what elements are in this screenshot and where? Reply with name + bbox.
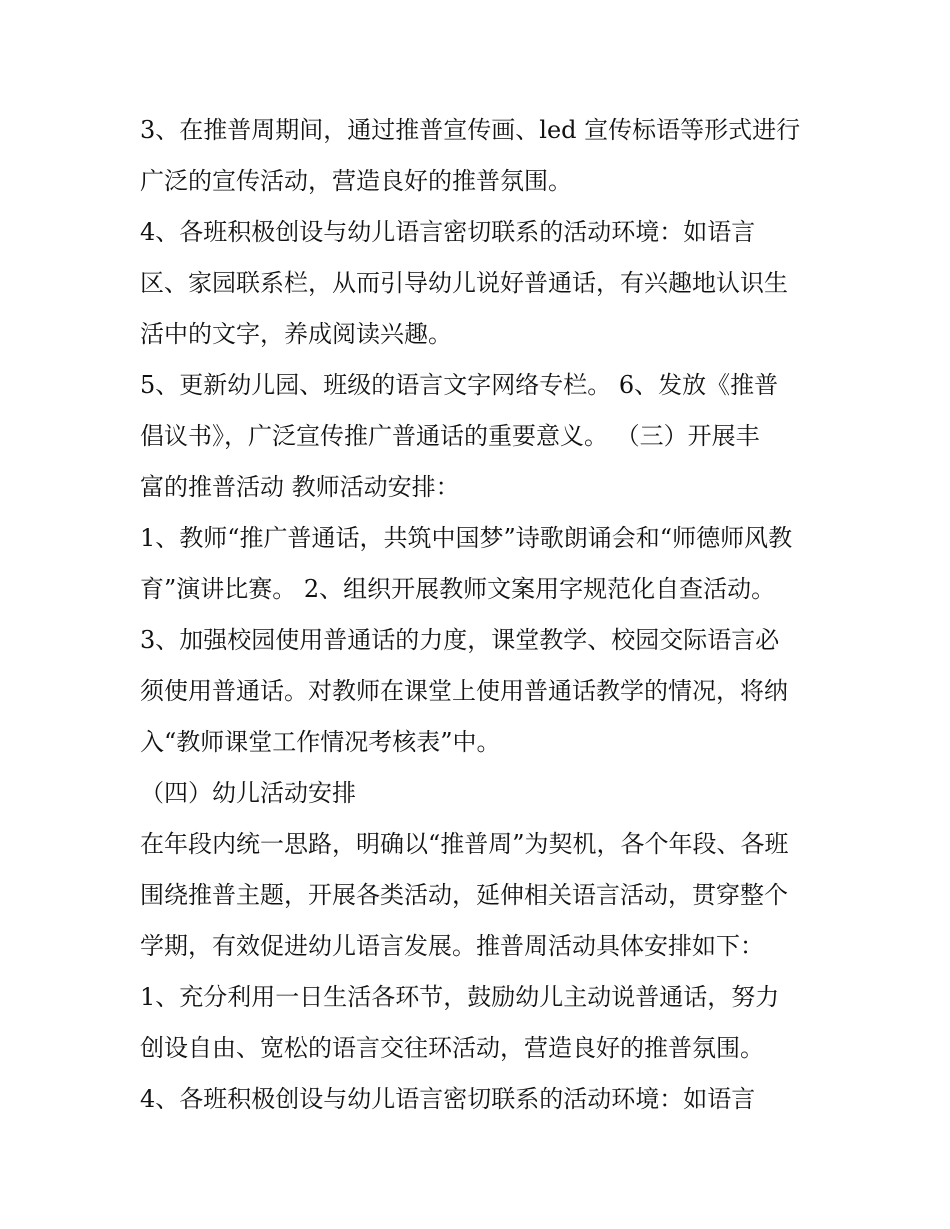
text-line: 5、更新幼儿园、班级的语言文字网络专栏。 6、发放《推普: [140, 371, 779, 399]
text-line: 广泛的宣传活动，营造良好的推普氛围。: [140, 167, 572, 195]
text-line: 围绕推普主题，开展各类活动，延伸相关语言活动，贯穿整个: [140, 881, 788, 909]
text-line: 入“教师课堂工作情况考核表”中。: [140, 728, 501, 756]
text-line: 学期，有效促进幼儿语言发展。推普周活动具体安排如下：: [140, 932, 764, 960]
text-line: 3、在推普周期间，通过推普宣传画、led 宣传标语等形式进行: [140, 116, 801, 144]
text-line: 4、各班积极创设与幼儿语言密切联系的活动环境：如语言: [140, 218, 756, 246]
text-line: 育”演讲比赛。 2、组织开展教师文案用字规范化自查活动。: [140, 575, 776, 603]
text-line: 4、各班积极创设与幼儿语言密切联系的活动环境：如语言: [140, 1085, 756, 1113]
text-line: 在年段内统一思路，明确以“推普周”为契机，各个年段、各班: [140, 830, 789, 858]
text-line: 3、加强校园使用普通话的力度，课堂教学、校园交际语言必: [140, 626, 780, 654]
text-line: 创设自由、宽松的语言交往环活动，营造良好的推普氛围。: [140, 1034, 764, 1062]
text-line: 活中的文字，养成阅读兴趣。: [140, 320, 452, 348]
section-heading: （四）幼儿活动安排: [140, 779, 356, 807]
text-line: 1、充分利用一日生活各环节，鼓励幼儿主动说普通话，努力: [140, 983, 780, 1011]
document-body: [140, 105, 820, 1125]
text-line: 区、家园联系栏，从而引导幼儿说好普通话，有兴趣地认识生: [140, 269, 788, 297]
text-line: 须使用普通话。对教师在课堂上使用普通话教学的情况，将纳: [140, 677, 788, 705]
text-line: 1、教师“推广普通话，共筑中国梦”诗歌朗诵会和“师德师风教: [140, 524, 793, 552]
text-line: 倡议书》，广泛宣传推广普通话的重要意义。 （三）开展丰: [140, 422, 760, 450]
text-line: 富的推普活动 教师活动安排：: [140, 473, 460, 501]
